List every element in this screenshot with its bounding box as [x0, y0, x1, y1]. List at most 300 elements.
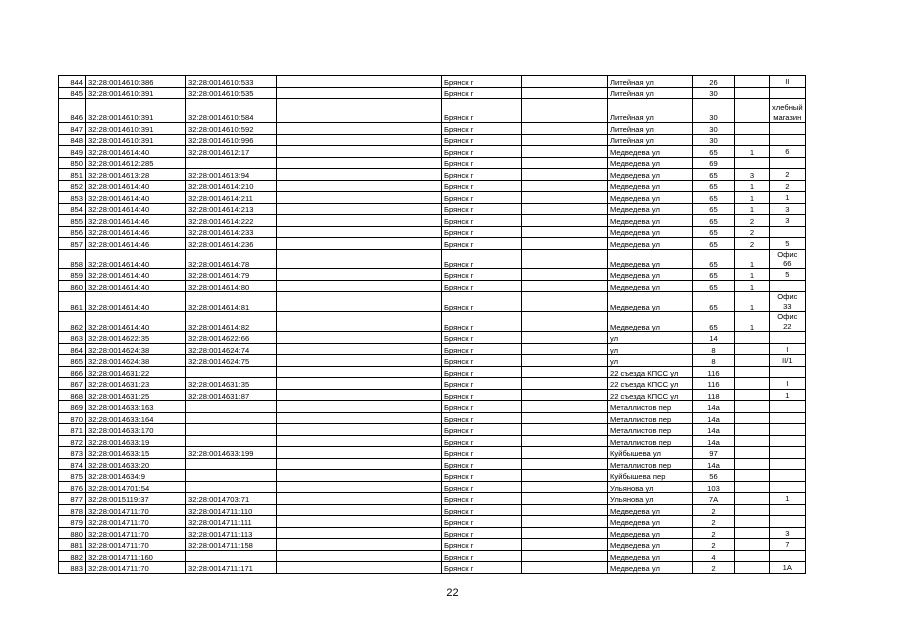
street-cell: Ульянова ул: [608, 493, 693, 505]
empty-cell: [522, 355, 608, 367]
empty-cell: [277, 458, 442, 470]
city-cell: Брянск г: [442, 550, 522, 562]
floor-cell: [735, 76, 770, 88]
city-cell: Брянск г: [442, 226, 522, 238]
premises-cell: I: [770, 343, 806, 355]
parcel-cadastral-number-cell: 32:28:0014614:40: [86, 146, 186, 158]
house-number-cell: 30: [693, 87, 735, 99]
table-row: [59, 504, 806, 516]
street-cell: Литейная ул: [608, 134, 693, 146]
house-number-cell: 65: [693, 238, 735, 250]
object-cadastral-number-cell: 32:28:0014633:199: [186, 447, 277, 459]
row-number-cell: 853: [59, 192, 86, 204]
premises-cell: [770, 424, 806, 436]
city-cell: Брянск г: [442, 355, 522, 367]
empty-cell: [522, 192, 608, 204]
empty-cell: [277, 332, 442, 344]
table-row: [59, 99, 806, 123]
house-number-cell: 116: [693, 378, 735, 390]
floor-cell: 1: [735, 280, 770, 292]
house-number-cell: 4: [693, 550, 735, 562]
street-cell: Ульянова ул: [608, 481, 693, 493]
empty-cell: [277, 226, 442, 238]
row-number-cell: 875: [59, 470, 86, 482]
city-cell: Брянск г: [442, 87, 522, 99]
object-cadastral-number-cell: 32:28:0014624:75: [186, 355, 277, 367]
empty-cell: [277, 412, 442, 424]
table-row: [59, 470, 806, 482]
street-cell: Металлистов пер: [608, 458, 693, 470]
row-number-cell: 882: [59, 550, 86, 562]
empty-cell: [277, 539, 442, 551]
floor-cell: [735, 458, 770, 470]
parcel-cadastral-number-cell: 32:28:0014610:391: [86, 99, 186, 123]
empty-cell: [277, 389, 442, 401]
table-row: [59, 292, 806, 312]
empty-cell: [522, 516, 608, 528]
premises-cell: 3: [770, 215, 806, 227]
house-number-cell: 65: [693, 192, 735, 204]
street-cell: Литейная ул: [608, 87, 693, 99]
parcel-cadastral-number-cell: 32:28:0014624:38: [86, 343, 186, 355]
empty-cell: [522, 527, 608, 539]
premises-cell: [770, 401, 806, 413]
house-number-cell: 116: [693, 366, 735, 378]
premises-cell: 2: [770, 180, 806, 192]
object-cadastral-number-cell: [186, 401, 277, 413]
parcel-cadastral-number-cell: 32:28:0014614:46: [86, 238, 186, 250]
floor-cell: [735, 343, 770, 355]
city-cell: Брянск г: [442, 447, 522, 459]
premises-cell: [770, 447, 806, 459]
parcel-cadastral-number-cell: 32:28:0014624:38: [86, 355, 186, 367]
empty-cell: [277, 87, 442, 99]
premises-cell: Офис 33: [770, 292, 806, 312]
parcel-cadastral-number-cell: 32:28:0014614:40: [86, 280, 186, 292]
floor-cell: [735, 562, 770, 574]
floor-cell: [735, 157, 770, 169]
object-cadastral-number-cell: [186, 458, 277, 470]
house-number-cell: 65: [693, 269, 735, 281]
premises-cell: Офис 22: [770, 312, 806, 332]
premises-cell: 1А: [770, 562, 806, 574]
floor-cell: [735, 447, 770, 459]
table-row: [59, 435, 806, 447]
table-row: [59, 312, 806, 332]
house-number-cell: 118: [693, 389, 735, 401]
property-register-table: [58, 75, 806, 574]
house-number-cell: 14а: [693, 458, 735, 470]
floor-cell: 1: [735, 146, 770, 158]
empty-cell: [277, 249, 442, 269]
premises-cell: [770, 157, 806, 169]
street-cell: Медведева ул: [608, 280, 693, 292]
object-cadastral-number-cell: 32:28:0014711:113: [186, 527, 277, 539]
table-row: [59, 527, 806, 539]
street-cell: Металлистов пер: [608, 424, 693, 436]
empty-cell: [522, 99, 608, 123]
empty-cell: [277, 378, 442, 390]
street-cell: Куйбышева ул: [608, 447, 693, 459]
city-cell: Брянск г: [442, 280, 522, 292]
floor-cell: [735, 435, 770, 447]
house-number-cell: 26: [693, 76, 735, 88]
city-cell: Брянск г: [442, 134, 522, 146]
row-number-cell: 876: [59, 481, 86, 493]
floor-cell: [735, 332, 770, 344]
empty-cell: [277, 343, 442, 355]
parcel-cadastral-number-cell: 32:28:0014614:40: [86, 312, 186, 332]
parcel-cadastral-number-cell: 32:28:0014614:40: [86, 269, 186, 281]
empty-cell: [277, 447, 442, 459]
parcel-cadastral-number-cell: 32:28:0014633:20: [86, 458, 186, 470]
empty-cell: [522, 389, 608, 401]
table-row: [59, 180, 806, 192]
house-number-cell: 56: [693, 470, 735, 482]
parcel-cadastral-number-cell: 32:28:0014631:22: [86, 366, 186, 378]
row-number-cell: 873: [59, 447, 86, 459]
house-number-cell: 2: [693, 562, 735, 574]
floor-cell: [735, 504, 770, 516]
row-number-cell: 855: [59, 215, 86, 227]
table-row: [59, 169, 806, 181]
city-cell: Брянск г: [442, 292, 522, 312]
house-number-cell: 14а: [693, 435, 735, 447]
city-cell: Брянск г: [442, 192, 522, 204]
floor-cell: 1: [735, 249, 770, 269]
table-row: [59, 215, 806, 227]
street-cell: Медведева ул: [608, 146, 693, 158]
floor-cell: 2: [735, 215, 770, 227]
floor-cell: 1: [735, 269, 770, 281]
table-row: [59, 146, 806, 158]
table-row: [59, 401, 806, 413]
city-cell: Брянск г: [442, 504, 522, 516]
house-number-cell: 2: [693, 516, 735, 528]
parcel-cadastral-number-cell: 32:28:0014614:40: [86, 249, 186, 269]
floor-cell: [735, 134, 770, 146]
row-number-cell: 854: [59, 203, 86, 215]
object-cadastral-number-cell: [186, 470, 277, 482]
object-cadastral-number-cell: [186, 435, 277, 447]
row-number-cell: 845: [59, 87, 86, 99]
city-cell: Брянск г: [442, 343, 522, 355]
parcel-cadastral-number-cell: 32:28:0014634:9: [86, 470, 186, 482]
empty-cell: [522, 238, 608, 250]
premises-cell: [770, 134, 806, 146]
street-cell: 22 съезда КПСС ул: [608, 366, 693, 378]
table-row: [59, 134, 806, 146]
premises-cell: I: [770, 378, 806, 390]
house-number-cell: 8: [693, 343, 735, 355]
city-cell: Брянск г: [442, 366, 522, 378]
house-number-cell: 14а: [693, 424, 735, 436]
empty-cell: [277, 550, 442, 562]
empty-cell: [277, 312, 442, 332]
table-row: [59, 389, 806, 401]
row-number-cell: 877: [59, 493, 86, 505]
empty-cell: [522, 550, 608, 562]
empty-cell: [277, 401, 442, 413]
row-number-cell: 850: [59, 157, 86, 169]
row-number-cell: 866: [59, 366, 86, 378]
city-cell: Брянск г: [442, 378, 522, 390]
house-number-cell: 65: [693, 180, 735, 192]
empty-cell: [522, 470, 608, 482]
floor-cell: 1: [735, 312, 770, 332]
row-number-cell: 847: [59, 123, 86, 135]
empty-cell: [277, 366, 442, 378]
object-cadastral-number-cell: 32:28:0014614:82: [186, 312, 277, 332]
empty-cell: [522, 412, 608, 424]
empty-cell: [522, 157, 608, 169]
street-cell: ул: [608, 343, 693, 355]
object-cadastral-number-cell: 32:28:0014610:535: [186, 87, 277, 99]
empty-cell: [522, 146, 608, 158]
empty-cell: [522, 280, 608, 292]
empty-cell: [277, 562, 442, 574]
house-number-cell: 69: [693, 157, 735, 169]
object-cadastral-number-cell: 32:28:0014614:79: [186, 269, 277, 281]
street-cell: Медведева ул: [608, 312, 693, 332]
street-cell: Медведева ул: [608, 504, 693, 516]
floor-cell: [735, 516, 770, 528]
street-cell: Медведева ул: [608, 203, 693, 215]
object-cadastral-number-cell: 32:28:0014614:80: [186, 280, 277, 292]
empty-cell: [522, 249, 608, 269]
object-cadastral-number-cell: [186, 550, 277, 562]
parcel-cadastral-number-cell: 32:28:0014633:15: [86, 447, 186, 459]
house-number-cell: 65: [693, 203, 735, 215]
empty-cell: [277, 527, 442, 539]
premises-cell: 1: [770, 192, 806, 204]
floor-cell: [735, 481, 770, 493]
object-cadastral-number-cell: [186, 157, 277, 169]
parcel-cadastral-number-cell: 32:28:0014614:40: [86, 192, 186, 204]
house-number-cell: 14: [693, 332, 735, 344]
row-number-cell: 883: [59, 562, 86, 574]
floor-cell: [735, 378, 770, 390]
empty-cell: [277, 292, 442, 312]
parcel-cadastral-number-cell: 32:28:0014614:46: [86, 226, 186, 238]
table-row: [59, 378, 806, 390]
premises-cell: [770, 550, 806, 562]
street-cell: Медведева ул: [608, 157, 693, 169]
city-cell: Брянск г: [442, 169, 522, 181]
street-cell: Металлистов пер: [608, 401, 693, 413]
city-cell: Брянск г: [442, 470, 522, 482]
city-cell: Брянск г: [442, 562, 522, 574]
row-number-cell: 860: [59, 280, 86, 292]
parcel-cadastral-number-cell: 32:28:0014610:391: [86, 134, 186, 146]
empty-cell: [522, 481, 608, 493]
empty-cell: [277, 280, 442, 292]
empty-cell: [522, 562, 608, 574]
table-row: [59, 203, 806, 215]
parcel-cadastral-number-cell: 32:28:0014614:46: [86, 215, 186, 227]
premises-cell: 2: [770, 169, 806, 181]
premises-cell: [770, 366, 806, 378]
house-number-cell: 8: [693, 355, 735, 367]
street-cell: Медведева ул: [608, 516, 693, 528]
table-row: [59, 332, 806, 344]
table-row: [59, 424, 806, 436]
house-number-cell: 103: [693, 481, 735, 493]
row-number-cell: 852: [59, 180, 86, 192]
empty-cell: [277, 355, 442, 367]
object-cadastral-number-cell: 32:28:0014610:996: [186, 134, 277, 146]
parcel-cadastral-number-cell: 32:28:0014613:28: [86, 169, 186, 181]
table-row: [59, 550, 806, 562]
table-row: [59, 343, 806, 355]
floor-cell: [735, 123, 770, 135]
parcel-cadastral-number-cell: 32:28:0014711:160: [86, 550, 186, 562]
parcel-cadastral-number-cell: 32:28:0014633:19: [86, 435, 186, 447]
row-number-cell: 872: [59, 435, 86, 447]
premises-cell: 6: [770, 146, 806, 158]
empty-cell: [277, 123, 442, 135]
parcel-cadastral-number-cell: 32:28:0014614:40: [86, 203, 186, 215]
row-number-cell: 858: [59, 249, 86, 269]
city-cell: Брянск г: [442, 527, 522, 539]
premises-cell: 7: [770, 539, 806, 551]
premises-cell: 1: [770, 493, 806, 505]
street-cell: 22 съезда КПСС ул: [608, 389, 693, 401]
house-number-cell: 2: [693, 539, 735, 551]
table-row: [59, 76, 806, 88]
house-number-cell: 2: [693, 504, 735, 516]
floor-cell: 1: [735, 203, 770, 215]
object-cadastral-number-cell: 32:28:0014610:592: [186, 123, 277, 135]
empty-cell: [522, 203, 608, 215]
empty-cell: [277, 215, 442, 227]
empty-cell: [277, 424, 442, 436]
city-cell: Брянск г: [442, 123, 522, 135]
row-number-cell: 871: [59, 424, 86, 436]
house-number-cell: 65: [693, 249, 735, 269]
street-cell: Медведева ул: [608, 527, 693, 539]
object-cadastral-number-cell: 32:28:0014711:111: [186, 516, 277, 528]
city-cell: Брянск г: [442, 435, 522, 447]
floor-cell: [735, 355, 770, 367]
empty-cell: [277, 76, 442, 88]
table-row: [59, 366, 806, 378]
empty-cell: [522, 504, 608, 516]
premises-cell: хлебный магазин: [770, 99, 806, 123]
premises-cell: [770, 226, 806, 238]
row-number-cell: 869: [59, 401, 86, 413]
table-row: [59, 87, 806, 99]
page-number: 22: [446, 587, 459, 599]
house-number-cell: 7А: [693, 493, 735, 505]
row-number-cell: 881: [59, 539, 86, 551]
street-cell: Медведева ул: [608, 169, 693, 181]
parcel-cadastral-number-cell: 32:28:0014711:70: [86, 516, 186, 528]
empty-cell: [522, 169, 608, 181]
empty-cell: [277, 516, 442, 528]
city-cell: Брянск г: [442, 389, 522, 401]
city-cell: Брянск г: [442, 146, 522, 158]
floor-cell: 1: [735, 292, 770, 312]
row-number-cell: 880: [59, 527, 86, 539]
parcel-cadastral-number-cell: 32:28:0014610:391: [86, 87, 186, 99]
empty-cell: [522, 76, 608, 88]
city-cell: Брянск г: [442, 332, 522, 344]
row-number-cell: 867: [59, 378, 86, 390]
row-number-cell: 851: [59, 169, 86, 181]
parcel-cadastral-number-cell: 32:28:0014614:40: [86, 180, 186, 192]
street-cell: Медведева ул: [608, 249, 693, 269]
floor-cell: [735, 87, 770, 99]
house-number-cell: 30: [693, 99, 735, 123]
street-cell: Медведева ул: [608, 269, 693, 281]
city-cell: Брянск г: [442, 180, 522, 192]
row-number-cell: 874: [59, 458, 86, 470]
parcel-cadastral-number-cell: 32:28:0014610:391: [86, 123, 186, 135]
row-number-cell: 865: [59, 355, 86, 367]
row-number-cell: 861: [59, 292, 86, 312]
empty-cell: [277, 470, 442, 482]
house-number-cell: 65: [693, 280, 735, 292]
object-cadastral-number-cell: 32:28:0014711:158: [186, 539, 277, 551]
table-row: [59, 562, 806, 574]
table-row: [59, 481, 806, 493]
object-cadastral-number-cell: 32:28:0014612:17: [186, 146, 277, 158]
house-number-cell: 65: [693, 169, 735, 181]
row-number-cell: 848: [59, 134, 86, 146]
empty-cell: [277, 180, 442, 192]
city-cell: Брянск г: [442, 516, 522, 528]
empty-cell: [277, 99, 442, 123]
city-cell: Брянск г: [442, 76, 522, 88]
parcel-cadastral-number-cell: 32:28:0014711:70: [86, 504, 186, 516]
empty-cell: [522, 292, 608, 312]
house-number-cell: 97: [693, 447, 735, 459]
street-cell: Медведева ул: [608, 562, 693, 574]
city-cell: Брянск г: [442, 157, 522, 169]
premises-cell: [770, 481, 806, 493]
table-row: [59, 412, 806, 424]
row-number-cell: 879: [59, 516, 86, 528]
street-cell: Медведева ул: [608, 292, 693, 312]
street-cell: Медведева ул: [608, 226, 693, 238]
empty-cell: [522, 87, 608, 99]
table-row: [59, 123, 806, 135]
house-number-cell: 65: [693, 312, 735, 332]
street-cell: Медведева ул: [608, 550, 693, 562]
premises-cell: 3: [770, 203, 806, 215]
table-row: [59, 458, 806, 470]
table-row: [59, 493, 806, 505]
parcel-cadastral-number-cell: 32:28:0015119:37: [86, 493, 186, 505]
object-cadastral-number-cell: [186, 412, 277, 424]
object-cadastral-number-cell: 32:28:0014624:74: [186, 343, 277, 355]
object-cadastral-number-cell: 32:28:0014711:110: [186, 504, 277, 516]
city-cell: Брянск г: [442, 215, 522, 227]
empty-cell: [522, 378, 608, 390]
empty-cell: [522, 401, 608, 413]
house-number-cell: 65: [693, 146, 735, 158]
street-cell: Литейная ул: [608, 76, 693, 88]
floor-cell: 1: [735, 180, 770, 192]
table-row: [59, 539, 806, 551]
empty-cell: [522, 343, 608, 355]
row-number-cell: 844: [59, 76, 86, 88]
empty-cell: [277, 435, 442, 447]
premises-cell: [770, 516, 806, 528]
floor-cell: [735, 99, 770, 123]
table-row: [59, 280, 806, 292]
